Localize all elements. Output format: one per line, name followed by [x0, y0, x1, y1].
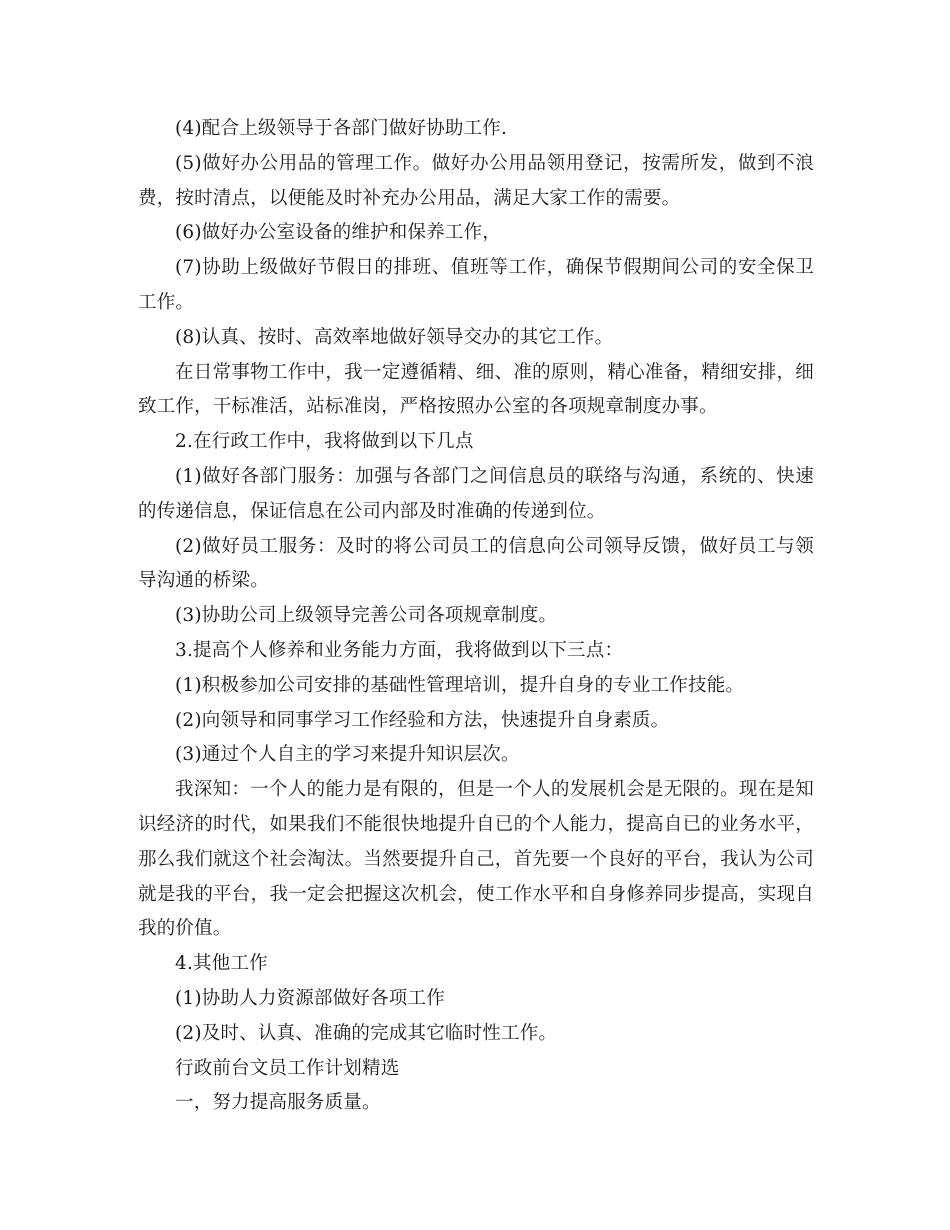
paragraph: (2)及时、认真、准确的完成其它临时性工作。: [175, 1022, 558, 1044]
document-body: [138, 112, 814, 1121]
paragraph: (1)积极参加公司安排的基础性管理培训，提升自身的专业工作技能。: [175, 674, 745, 696]
paragraph: (2)向领导和同事学习工作经验和方法，快速提升自身素质。: [175, 709, 670, 731]
section-heading: 2.在行政工作中，我将做到以下几点: [175, 431, 474, 453]
paragraph: (3)通过个人自主的学习来提升知识层次。: [175, 744, 520, 766]
paragraph: (7)协助上级做好节假日的排班、值班等工作，确保节假期间公司的安全保卫工作。: [138, 257, 814, 313]
paragraph: (2)做好员工服务：及时的将公司员工的信息向公司领导反馈，做好员工与领导沟通的桥梁。: [138, 535, 814, 592]
paragraph: (1)协助人力资源部做好各项工作: [175, 987, 445, 1009]
paragraph: 一，努力提高服务质量。: [175, 1092, 381, 1114]
paragraph: (6)做好办公室设备的维护和保养工作，: [175, 222, 502, 244]
paragraph: (5)做好办公用品的管理工作。做好办公用品领用登记，按需所发，做到不浪费，按时清点，以便能及时补充办公用品，满足大家工作的需要。: [138, 152, 814, 209]
paragraph: (4)配合上级领导于各部门做好协助工作.: [175, 118, 508, 139]
paragraph: (8)认真、按时、高效率地做好领导交办的其它工作。: [175, 326, 614, 348]
paragraph: 我深知：一个人的能力是有限的，但是一个人的发展机会是无限的。现在是知识经济的时代，如果我们不能很快地提升自已的个人能力，提高自已的业务水平，那么我们就这个社会淘汰。当然要提升自己，首先要一个良好的平台，我认为公司就是我的平台，我一定会把握这次机会，使工作水平和自身修养同步提高，实现自我的价值。: [138, 779, 814, 940]
document-subtitle: 行政前台文员工作计划精选: [175, 1057, 400, 1079]
paragraph: 在日常事物工作中，我一定遵循精、细、准的原则，精心准备，精细安排，细致工作，干标准活，站标准岗，严格按照办公室的各项规章制度办事。: [138, 361, 814, 418]
paragraph: (3)协助公司上级领导完善公司各项规章制度。: [175, 605, 558, 627]
section-heading: 3.提高个人修养和业务能力方面，我将做到以下三点：: [175, 639, 624, 661]
paragraph: (1)做好各部门服务：加强与各部门之间信息员的联络与沟通，系统的、快速的传递信息，保证信息在公司内部及时准确的传递到位。: [138, 465, 814, 522]
section-heading: 4.其他工作: [175, 953, 268, 975]
